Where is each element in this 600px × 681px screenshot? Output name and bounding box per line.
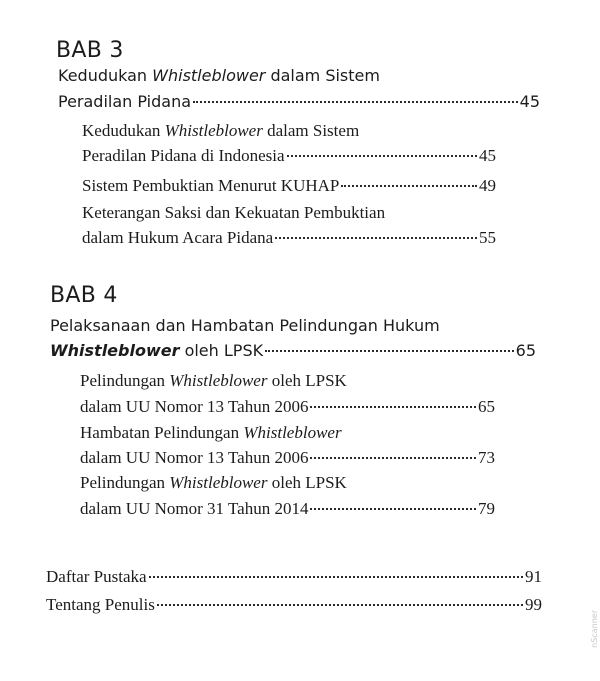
bab-3-title-line-1: Kedudukan Whistleblower dalam Sistem (58, 66, 380, 85)
bab-4-entry-2-line-2[interactable]: dalam UU Nomor 13 Tahun 2006 73 (80, 448, 495, 467)
bab-3-entry-2[interactable]: Sistem Pembuktian Menurut KUHAP 49 (82, 176, 496, 195)
leader-dots (310, 406, 476, 408)
leader-dots (265, 350, 514, 352)
leader-dots (275, 237, 477, 239)
scanner-watermark: nScanner (590, 610, 599, 648)
page-number: 65 (515, 341, 536, 360)
page-number: 55 (479, 228, 496, 247)
page-number: 65 (478, 397, 495, 416)
bab-4-entry-2-line-1: Hambatan Pelindungan Whistleblower (80, 423, 342, 442)
bab-4-title-line-1: Pelaksanaan dan Hambatan Pelindungan Hukum (50, 316, 440, 335)
bab-4-entry-1-line-2[interactable]: dalam UU Nomor 13 Tahun 2006 65 (80, 397, 495, 416)
bab-3-entry-3-line-1: Keterangan Saksi dan Kekuatan Pembuktian (82, 203, 386, 222)
bab-4-entry-3-line-1: Pelindungan Whistleblower oleh LPSK (80, 473, 347, 492)
bab-3-entry-1-line-2[interactable]: Peradilan Pidana di Indonesia 45 (82, 146, 496, 165)
page-number: 45 (519, 92, 540, 111)
leader-dots (157, 604, 523, 606)
page-number: 73 (478, 448, 495, 467)
bab-4-title-line-2[interactable]: Whistleblower oleh LPSK 65 (50, 341, 536, 360)
page-number: 99 (525, 595, 542, 614)
leader-dots (193, 101, 518, 103)
page-number: 49 (479, 176, 496, 195)
leader-dots (341, 185, 477, 187)
chapter-heading-bab-3: BAB 3 (56, 38, 124, 63)
leader-dots (310, 508, 476, 510)
page-number: 45 (479, 146, 496, 165)
bab-4-entry-3-line-2[interactable]: dalam UU Nomor 31 Tahun 2014 79 (80, 499, 495, 518)
leader-dots (149, 576, 523, 578)
leader-dots (310, 457, 476, 459)
back-matter-tentang-penulis[interactable]: Tentang Penulis 99 (46, 595, 542, 614)
bab-4-entry-1-line-1: Pelindungan Whistleblower oleh LPSK (80, 371, 347, 390)
chapter-heading-bab-4: BAB 4 (50, 283, 118, 308)
bab-3-entry-3-line-2[interactable]: dalam Hukum Acara Pidana 55 (82, 228, 496, 247)
back-matter-daftar-pustaka[interactable]: Daftar Pustaka 91 (46, 567, 542, 586)
leader-dots (287, 155, 477, 157)
page-number: 79 (478, 499, 495, 518)
page-number: 91 (525, 567, 542, 586)
bab-3-entry-1-line-1: Kedudukan Whistleblower dalam Sistem (82, 121, 360, 140)
bab-3-title-line-2[interactable]: Peradilan Pidana 45 (58, 92, 540, 111)
